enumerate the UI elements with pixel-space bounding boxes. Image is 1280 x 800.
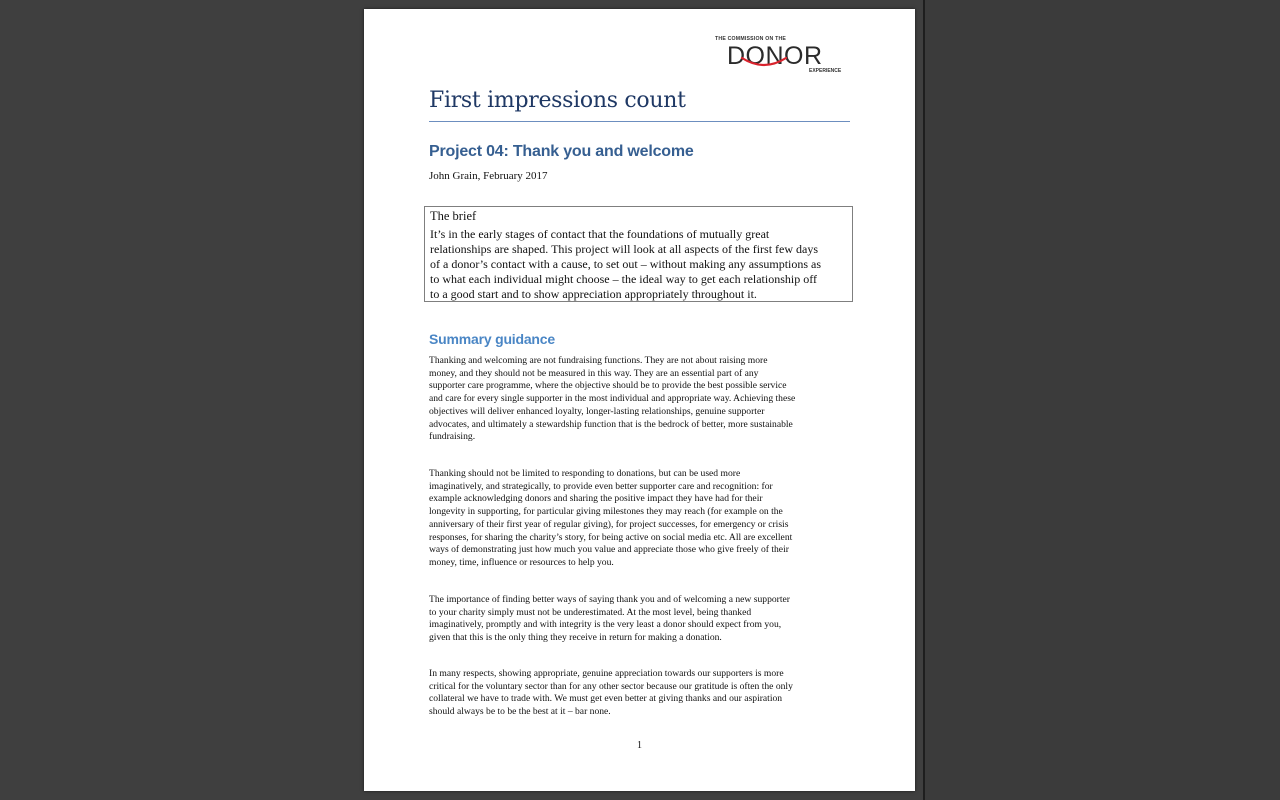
text-line: objectives will deliver enhanced loyalty, longer-lasting relationships, genuine supporter <box>429 405 765 417</box>
text-line: money, and they should not be measured in this way. They are an essential part of any <box>429 367 759 379</box>
text-line: collateral we have to trade with. We must get even better at giving thanks and our aspiration <box>429 693 783 705</box>
brief-heading: The brief <box>430 209 477 223</box>
text-line: responses, for sharing the charity’s story, for being active on social media etc. All are excellent <box>429 531 793 543</box>
side-panel <box>925 0 1280 800</box>
logo-bottom-text: EXPERIENCE <box>809 68 842 74</box>
title-divider <box>429 121 850 122</box>
text-line: supporter care programme, where the objective should be to provide the best possible service <box>429 380 787 392</box>
text-line: money, time, influence or resources to help you. <box>429 556 614 568</box>
text-line: imaginatively, and strategically, to provide even better supporter care and recognition: for <box>429 480 773 492</box>
paragraph-4 <box>429 668 854 719</box>
text-line: imaginatively, promptly and with integrity is the very least a donor should expect from you, <box>429 619 782 631</box>
smile-swoosh-icon <box>739 56 789 70</box>
brief-box <box>424 206 853 302</box>
text-line: In many respects, showing appropriate, genuine appreciation towards our supporters is more <box>429 668 784 679</box>
paragraph-3 <box>429 594 854 645</box>
text-line: anniversary of their first year of regular giving), for project successes, for emergency or crisis <box>429 518 789 530</box>
text-line: fundraising. <box>429 431 476 443</box>
text-line: example acknowledging donors and sharing the positive impact they have had for their <box>429 493 763 505</box>
text-line: to your charity simply must not be underestimated. At the most level, being thanked <box>429 606 752 618</box>
summary-guidance-heading: Summary guidance <box>429 331 555 347</box>
brief-line: It’s in the early stages of contact that the foundations of mutually great <box>430 227 770 241</box>
text-line: Thanking should not be limited to responding to donations, but can be used more <box>429 468 741 479</box>
document-title: First impressions count <box>429 88 686 113</box>
brief-line: relationships are shaped. This project will look at all aspects of the first few days <box>430 242 819 256</box>
logo-top-text: THE COMMISSION ON THE <box>715 36 787 42</box>
text-line: Thanking and welcoming are not fundraising functions. They are not about raising more <box>429 355 768 366</box>
text-line: advocates, and ultimately a stewardship function that is the bedrock of better, more sustainable <box>429 418 793 430</box>
brief-line: to a good start and to show appreciation appropriately throughout it. <box>430 287 757 301</box>
brief-line: to what each individual might choose – the ideal way to get each relationship off <box>430 272 817 286</box>
brief-line: of a donor’s contact with a cause, to set out – without making any assumptions as <box>430 257 822 271</box>
logo-main-text: DONOR <box>727 42 823 70</box>
paragraph-2 <box>429 468 854 570</box>
text-line: should always be to be the best at it – bar none. <box>429 706 611 718</box>
text-line: and care for every single supporter in the most individual and appropriate way. Achieving these <box>429 393 796 405</box>
page-number: 1 <box>637 740 642 751</box>
text-line: given that this is the only thing they receive in return for making a donation. <box>429 632 722 644</box>
paragraph-1 <box>429 355 854 444</box>
project-title: Project 04: Thank you and welcome <box>429 143 694 160</box>
document-page <box>364 9 915 791</box>
brief-text <box>430 227 850 302</box>
text-line: The importance of finding better ways of saying thank you and of welcoming a new supporter <box>429 594 790 605</box>
text-line: longevity in supporting, for particular giving milestones they may reach (for example on the <box>429 506 783 518</box>
text-line: ways of demonstrating just how much you value and appreciate those who give freely of their <box>429 544 789 556</box>
donor-commission-logo <box>715 36 843 86</box>
author-byline: John Grain, February 2017 <box>429 170 548 182</box>
text-line: critical for the voluntary sector than for any other sector because our gratitude is often the only <box>429 680 793 692</box>
